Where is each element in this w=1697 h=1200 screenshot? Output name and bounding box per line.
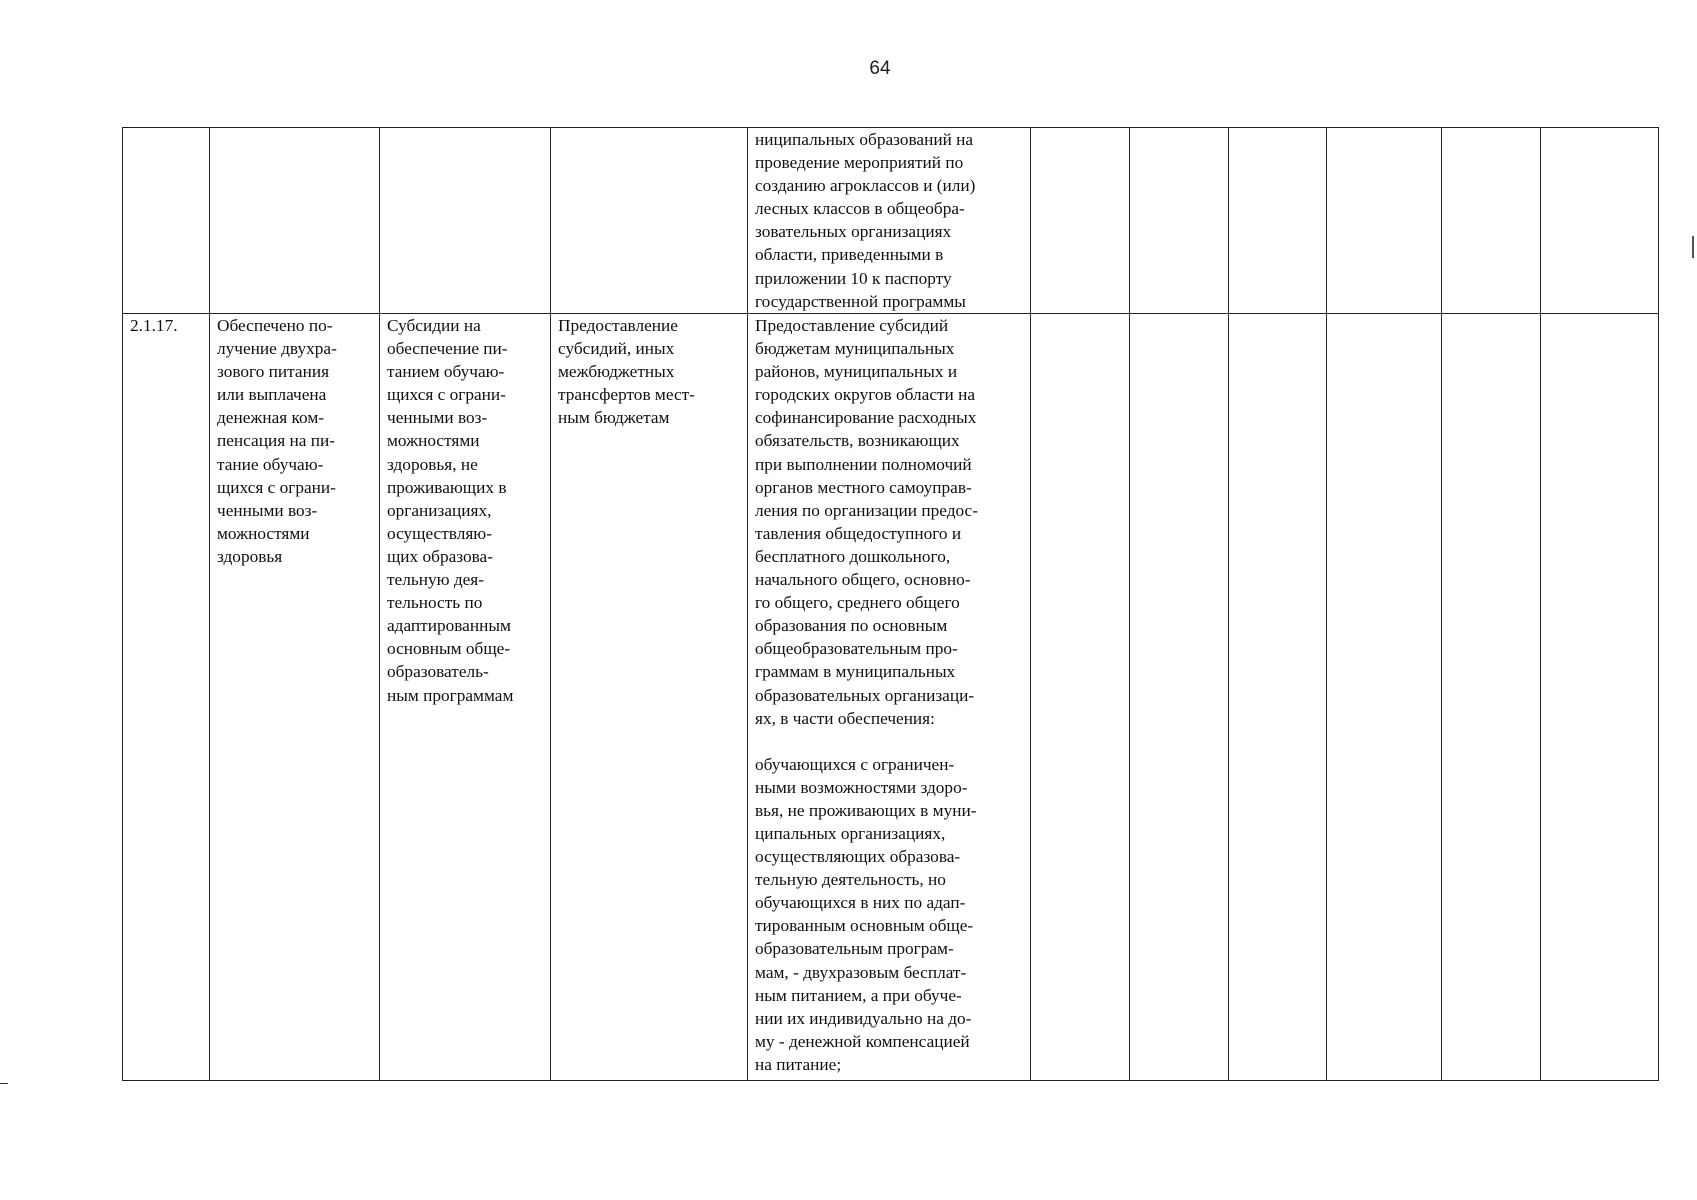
- table-row: [123, 128, 1659, 314]
- measure-text: Субсидии на обеспечение пи- танием обучаю- щихся с ограни- ченными воз- можностями здоровья, не проживающих в организациях, осуществляю- щих образова- тельную дея- тельность по адаптированным основным обще- образователь- ным программам: [387, 316, 514, 705]
- empty-cell: [1130, 314, 1229, 1081]
- scan-edge-mark: [0, 1083, 8, 1084]
- row-number-cell: [123, 314, 210, 1081]
- scan-edge-mark: [1692, 236, 1694, 258]
- empty-cell: [1130, 128, 1229, 314]
- page-number: 64: [869, 58, 891, 79]
- mechanism-cell: [551, 314, 748, 1081]
- description-cell: [748, 314, 1031, 1081]
- mechanism-text: Предоставление субсидий, иных межбюджетных трансфертов мест- ным бюджетам: [558, 316, 695, 428]
- row-number: 2.1.17.: [130, 316, 178, 335]
- description-text: ниципальных образований на проведение мероприятий по созданию агроклассов и (или) лесных классов в общеобра- зовательных организациях области, приведенными в приложении 10 к паспорту государственной программы: [755, 130, 976, 311]
- measure-cell: [380, 314, 551, 1081]
- empty-cell: [1031, 314, 1130, 1081]
- result-cell: [210, 128, 380, 314]
- row-number-cell: [123, 128, 210, 314]
- empty-cell: [1327, 314, 1442, 1081]
- description-text: Предоставление субсидий бюджетам муниципальных районов, муниципальных и городских округов области на софинансирование расходных обязательств, возникающих при выполнении полномочий органов местного самоуправ- ления по организации предос- тавления общедоступного и бесплатного дошкольного, начального общего, основно- го общего, среднего общего образования по основным общеобразовательным про- граммам в муниципальных образовательных организаци- ях, в части обеспечения:: [755, 316, 978, 728]
- measure-cell: [380, 128, 551, 314]
- result-cell: [210, 314, 380, 1081]
- empty-cell: [1229, 314, 1327, 1081]
- description-cell: [748, 128, 1031, 314]
- empty-cell: [1541, 314, 1659, 1081]
- empty-cell: [1327, 128, 1442, 314]
- empty-cell: [1442, 314, 1541, 1081]
- empty-cell: [1031, 128, 1130, 314]
- empty-cell: [1442, 128, 1541, 314]
- description-continuation: обучающихся с ограничен- ными возможностями здоро- вья, не проживающих в муни- ципальных организациях, осуществляющих образова- тельную деятельность, но обучающихся в них по адап- тированным основным обще- образовательным програм- мам, - двухразовым бесплат- ным питанием, а при обуче- нии их индивидуально на до- му - денежной компенсацией на питание;: [755, 754, 977, 1074]
- result-text: Обеспечено по- лучение двухра- зового питания или выплачена денежная ком- пенсация на пи- тание обучаю- щихся с ограни- ченными воз- можностями здоровья: [217, 316, 337, 566]
- mechanism-cell: [551, 128, 748, 314]
- empty-cell: [1229, 128, 1327, 314]
- program-table: [122, 127, 1659, 1081]
- table-row: [123, 314, 1659, 1081]
- empty-cell: [1541, 128, 1659, 314]
